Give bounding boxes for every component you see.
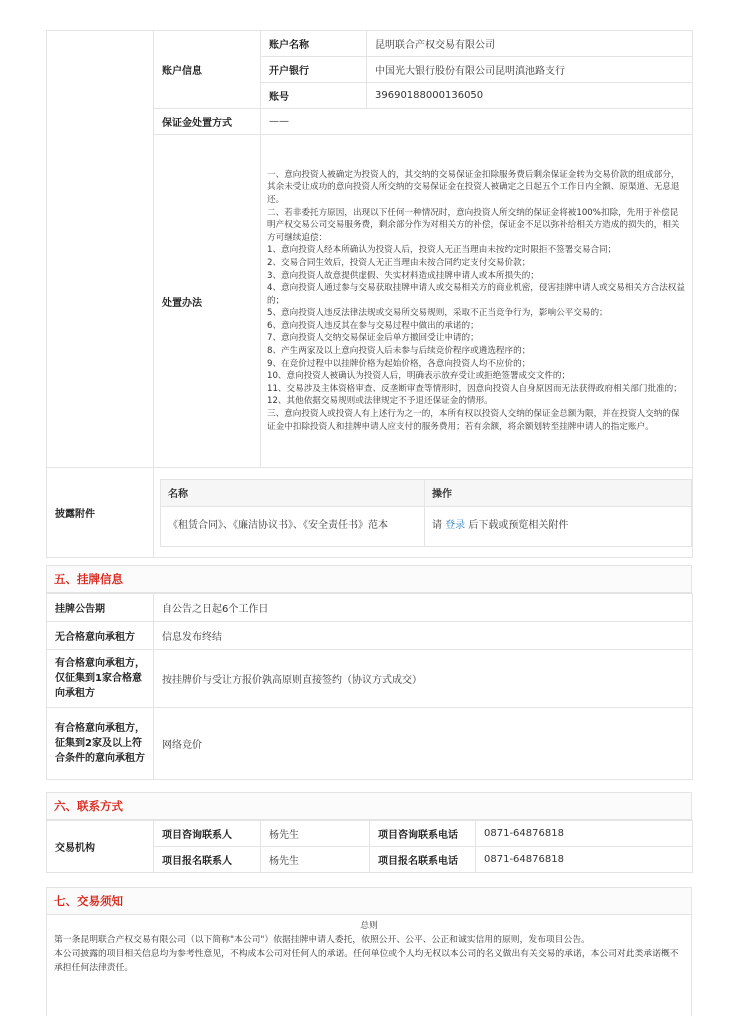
no-bidder-value: 信息发布终结 bbox=[154, 622, 693, 650]
rule-paragraph: 10、意向投资人被确认为投资人后，明确表示放弃受让或拒绝签署成交文件的； bbox=[267, 371, 571, 382]
notice-paragraph-2: 本公司披露的项目相关信息均为参考性意见，不构成本公司对任何人的承诺。任何单位或个人均无权以本公司的名义做出有关交易的承诺，本公司对此类承诺概不承担任何法律责任。 bbox=[54, 949, 679, 973]
attachment-action bbox=[425, 506, 692, 546]
consult-phone-label: 项目咨询联系电话 bbox=[370, 821, 476, 847]
rule-paragraph: 7、意向投资人交纳交易保证金后单方撤回受让申请的； bbox=[267, 333, 479, 344]
notice-heading: 总则 bbox=[360, 921, 378, 931]
no-bidder-label: 无合格意向承租方 bbox=[47, 622, 154, 650]
consult-person-label: 项目咨询联系人 bbox=[154, 821, 261, 847]
rule-paragraph: 三、意向投资人或投资人有上述行为之一的，本所有权以投资人交纳的保证金总额为限，并在投资人交纳的保证金中扣除投资人和挂牌申请人应支付的服务费用；若有余额，将余额划转至挂牌申请人的指定账户。 bbox=[267, 409, 680, 432]
rule-paragraph: 一、意向投资人被确定为投资人的，其交纳的交易保证金扣除服务费后剩余保证金转为交易价款的组成部分，其余未受让成功的意向投资人所交纳的交易保证金在投资人被确定之日起五个工作日内全额、原渠道、无息退还。 bbox=[267, 169, 680, 205]
consult-person-value: 杨先生 bbox=[261, 821, 370, 847]
listing-period-label: 挂牌公告期 bbox=[47, 594, 154, 622]
deposit-method-label: 保证金处置方式 bbox=[154, 109, 261, 135]
deposit-detail-table bbox=[46, 30, 693, 558]
contact-section-title: 六、联系方式 bbox=[46, 792, 692, 820]
rule-paragraph: 2、交易合同生效后，投资人无正当理由未按合同约定支付交易价款； bbox=[267, 257, 531, 268]
listing-section-title: 五、挂牌信息 bbox=[46, 565, 692, 593]
disposal-rules bbox=[261, 135, 693, 468]
attachments-label: 披露附件 bbox=[47, 468, 154, 558]
bank-label: 开户银行 bbox=[261, 57, 367, 83]
notice-section-title: 七、交易须知 bbox=[46, 887, 692, 915]
one-bidder-value: 按挂牌价与受让方报价孰高原则直接签约（协议方式成交） bbox=[154, 650, 693, 708]
listing-period-value: 自公告之日起6个工作日 bbox=[154, 594, 693, 622]
attachment-name: 《租赁合同》、《廉洁协议书》、《安全责任书》范本 bbox=[161, 506, 425, 546]
one-bidder-label: 有合格意向承租方，仅征集到1家合格意向承租方 bbox=[47, 650, 154, 708]
consult-phone-value: 0871-64876818 bbox=[476, 821, 693, 847]
rule-paragraph: 二、若非委托方原因，出现以下任何一种情况时，意向投资人所交纳的保证金将被100%扣除，先用于补偿昆明产权交易公司交易服务费，剩余部分作为对相关方的补偿，保证金不足以弥补给相关方造成的损失的，相关方可继续追偿： bbox=[267, 207, 680, 243]
rule-paragraph: 6、意向投资人违反其在参与交易过程中做出的承诺的； bbox=[267, 320, 479, 331]
notice-body bbox=[46, 915, 692, 1016]
attachments-table bbox=[160, 479, 692, 547]
account-info-label: 账户信息 bbox=[154, 31, 261, 109]
rule-paragraph: 3、意向投资人故意提供虚假、失实材料造成挂牌申请人或本所损失的； bbox=[267, 270, 539, 281]
attachment-action-prefix: 请 bbox=[432, 520, 446, 531]
account-number-value: 39690188000136050 bbox=[367, 83, 693, 109]
rule-paragraph: 8、产生两家及以上意向投资人后未参与后续竞价程序或遴选程序的； bbox=[267, 346, 531, 357]
rule-paragraph: 5、意向投资人违反法律法规或交易所交易规则，采取不正当竞争行为，影响公平交易的； bbox=[267, 308, 608, 319]
org-label: 交易机构 bbox=[47, 821, 154, 873]
account-number-label: 账号 bbox=[261, 83, 367, 109]
disposal-label: 处置办法 bbox=[154, 135, 261, 468]
multi-bidder-value: 网络竞价 bbox=[154, 708, 693, 780]
signup-person-value: 杨先生 bbox=[261, 847, 370, 873]
rule-paragraph: 4、意向投资人通过参与交易获取挂牌申请人或交易相关方的商业机密，侵害挂牌申请人或交易相关方合法权益的； bbox=[267, 283, 685, 306]
notice-paragraph-1: 第一条昆明联合产权交易有限公司（以下简称"本公司"）依据挂牌申请人委托，依照公开、公平、公正和诚实信用的原则，发布项目公告。 bbox=[54, 935, 590, 945]
signup-phone-label: 项目报名联系电话 bbox=[370, 847, 476, 873]
login-link[interactable]: 登录 bbox=[445, 520, 466, 531]
account-name-label: 账户名称 bbox=[261, 31, 367, 57]
rule-paragraph: 9、在竞价过程中以挂牌价格为起始价格，各意向投资人均不应价的； bbox=[267, 358, 531, 369]
multi-bidder-label: 有合格意向承租方，征集到2家及以上符合条件的意向承租方 bbox=[47, 708, 154, 780]
signup-phone-value: 0871-64876818 bbox=[476, 847, 693, 873]
attachments-action-header: 操作 bbox=[425, 479, 692, 506]
account-name-value: 昆明联合产权交易有限公司 bbox=[367, 31, 693, 57]
rule-paragraph: 1、意向投资人经本所确认为投资人后，投资人无正当理由未按约定时限拒不签署交易合同； bbox=[267, 245, 617, 256]
deposit-method-value: —— bbox=[261, 109, 693, 135]
contact-table bbox=[46, 820, 693, 873]
rule-paragraph: 11、交易涉及主体资格审查、反垄断审查等情形时，因意向投资人自身原因而无法获得政府相关部门批准的； bbox=[267, 383, 682, 394]
bank-value: 中国光大银行股份有限公司昆明滇池路支行 bbox=[367, 57, 693, 83]
listing-table bbox=[46, 593, 693, 780]
attachment-action-suffix: 后下载或预览相关附件 bbox=[465, 520, 569, 531]
attachments-cell bbox=[154, 468, 693, 558]
left-blank-cell bbox=[47, 31, 154, 468]
attachments-name-header: 名称 bbox=[161, 479, 425, 506]
rule-paragraph: 12、其他依据交易规则或法律规定不予退还保证金的情形。 bbox=[267, 396, 493, 407]
signup-person-label: 项目报名联系人 bbox=[154, 847, 261, 873]
